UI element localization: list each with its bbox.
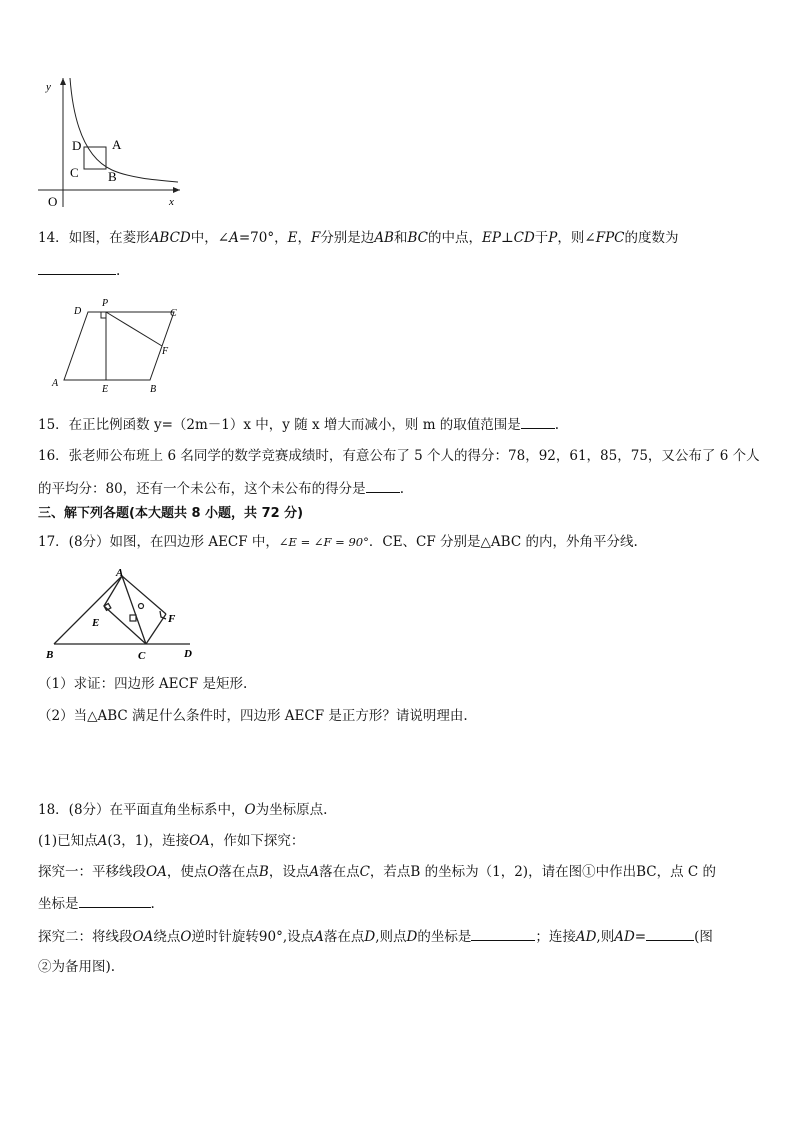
q18-end: . <box>150 896 155 912</box>
q18-text: ，设点 <box>268 864 310 880</box>
q18-var: O <box>207 864 219 880</box>
q18-text: = <box>634 929 647 945</box>
label-f: F <box>162 346 169 357</box>
q18-text: (1)已知点 <box>38 833 98 849</box>
q18-text: 落在点 <box>218 864 259 880</box>
q14-end: . <box>116 263 121 279</box>
q15-end: . <box>554 417 560 433</box>
axis-y-label: y <box>46 81 51 93</box>
q14-text: 中，∠ <box>190 230 230 246</box>
hyperbola-curve <box>70 78 178 182</box>
label-c: C <box>138 650 146 662</box>
label-e: E <box>102 384 109 395</box>
section-3-title: 三、解下列各题(本大题共 8 小题，共 72 分) <box>38 506 304 521</box>
question-17 <box>38 532 638 552</box>
q14-var: AB <box>374 230 394 246</box>
q18-text: 落在点 <box>319 864 360 880</box>
q16-end: . <box>399 481 404 497</box>
q18-var: AD <box>614 929 635 945</box>
question-15 <box>38 414 559 435</box>
segment-ab <box>54 576 122 644</box>
q18-text: 落在点 <box>323 929 365 945</box>
point-b-label: B <box>108 169 117 184</box>
q14-shape: ABCD <box>149 230 191 246</box>
q18-var: D <box>364 929 376 945</box>
q18-var: C <box>359 864 370 880</box>
q14-text: 的度数为 <box>624 230 679 246</box>
q14-text: 如图，在菱形 <box>68 230 150 246</box>
rhombus <box>64 312 174 380</box>
q18-text: ,则 <box>596 929 615 945</box>
x-axis-arrow <box>173 187 180 193</box>
q18-text: (图 <box>694 929 713 945</box>
question-16-line2 <box>38 478 404 499</box>
label-b: B <box>150 384 157 395</box>
q14-var: F <box>310 230 321 246</box>
q18-explore1 <box>38 862 716 882</box>
q14-text: 和 <box>393 230 408 246</box>
q18-text: 的坐标是 <box>417 929 472 945</box>
q14-text: ，则∠ <box>557 230 596 246</box>
q18-var: D <box>406 929 418 945</box>
q16-answer-blank[interactable] <box>366 478 400 493</box>
question-16-line1 <box>38 446 760 466</box>
triangle-figure <box>40 564 210 664</box>
q17-formula: ∠E = ∠F = 90° <box>278 535 369 549</box>
label-a: A <box>116 567 124 579</box>
q14-var: EP⊥CD <box>482 230 535 246</box>
q16-text: 16．张老师公布班上 6 名同学的数学竞赛成绩时，有意公布了 5 个人的得分：78，92，61，85，75，又公布了 6 个人 <box>38 448 760 464</box>
q18-text: 为坐标原点. <box>255 802 328 818</box>
question-14 <box>38 228 678 248</box>
q14-var: A <box>229 230 239 246</box>
q17-part1: （1）求证：四边形 AECF 是矩形. <box>38 676 248 692</box>
q18-explore1-line2 <box>38 893 155 914</box>
q18-text: (3，1)，连接 <box>107 833 190 849</box>
q14-var: E <box>287 230 298 246</box>
q14-text: 的中点， <box>428 230 482 246</box>
q14-var: BC <box>407 230 428 246</box>
q14-number: 14． <box>38 230 69 246</box>
q14-var: P <box>548 230 558 246</box>
point-c-label: C <box>70 165 79 180</box>
q18-var: B <box>258 864 269 880</box>
q18-explore2-line2 <box>38 957 115 977</box>
q14-answer-line <box>38 260 120 281</box>
label-a: A <box>52 378 59 389</box>
q15-answer-blank[interactable] <box>521 414 555 429</box>
q18-text: ，作如下探究： <box>209 833 305 849</box>
q15-text: 15．在正比例函数 y=（2m－1）x 中，y 随 x 增大而减小，则 m 的取值范围是 <box>38 417 521 433</box>
q18-text: ②为备用图). <box>38 959 116 975</box>
q18-c-coord-blank[interactable] <box>79 893 151 908</box>
angle-circle-mark <box>139 604 144 609</box>
q18-var: O <box>180 929 192 945</box>
q18-var: O <box>244 802 256 818</box>
label-c: C <box>170 308 177 319</box>
q18-var: A <box>97 833 108 849</box>
q14-text: ， <box>297 230 311 246</box>
label-d: D <box>184 648 192 660</box>
q14-text: 于 <box>534 230 549 246</box>
q14-text: =70°， <box>238 230 288 246</box>
q18-explore2 <box>38 926 713 947</box>
q17-intro: 17．(8分）如图，在四边形 AECF 中， <box>38 534 279 550</box>
question-18 <box>38 800 327 820</box>
point-a-label: A <box>112 137 122 152</box>
label-f: F <box>168 613 176 625</box>
origin-label: O <box>48 194 58 209</box>
segment-pf <box>106 312 162 346</box>
q18-var: A <box>309 864 320 880</box>
q18-var: OA <box>146 864 167 880</box>
label-d: D <box>74 306 82 317</box>
q18-text: 坐标是 <box>38 896 79 912</box>
q18-d-coord-blank[interactable] <box>471 926 535 941</box>
q18-text: 探究二：将线段 <box>38 929 133 945</box>
q18-var: OA <box>132 929 154 945</box>
q18-text: 18．(8分）在平面直角坐标系中， <box>38 802 245 818</box>
q18-sub1 <box>38 831 304 851</box>
q18-text: 探究一：平移线段 <box>38 864 146 880</box>
q18-text: ，若点B 的坐标为（1，2)，请在图①中作出BC，点 C 的 <box>369 864 716 880</box>
rhombus-figure <box>44 294 194 398</box>
q18-var: A <box>314 929 324 945</box>
label-e: E <box>92 617 100 629</box>
y-axis-arrow <box>60 78 66 85</box>
q14-var: FPC <box>595 230 625 246</box>
q14-text: 分别是边 <box>320 230 375 246</box>
right-angle-mark <box>101 312 106 318</box>
q17-text: ．CE、CF 分别是△ABC 的内，外角平分线. <box>368 534 638 550</box>
q18-text: 绕点 <box>153 929 181 945</box>
hyperbola-figure <box>30 72 190 212</box>
q18-text: ；连接 <box>535 929 576 945</box>
point-d-label: D <box>72 138 82 153</box>
q16-text: 的平均分：80，还有一个未公布，这个未公布的得分是 <box>38 481 366 497</box>
q18-ad-blank[interactable] <box>646 926 694 941</box>
q18-text: 逆时针旋转90°,设点 <box>191 929 315 945</box>
q18-var: OA <box>189 833 210 849</box>
q18-var: AD <box>575 929 597 945</box>
small-square-mark <box>130 615 136 621</box>
square <box>84 147 106 169</box>
q18-text: ,则点 <box>375 929 407 945</box>
q17-part2: （2）当△ABC 满足什么条件时，四边形 AECF 是正方形？请说明理由. <box>38 708 468 724</box>
label-p: P <box>102 298 109 309</box>
label-b: B <box>46 649 54 661</box>
axis-x-label: x <box>169 196 174 208</box>
q14-answer-blank[interactable] <box>38 260 116 275</box>
q18-text: ，使点 <box>166 864 208 880</box>
